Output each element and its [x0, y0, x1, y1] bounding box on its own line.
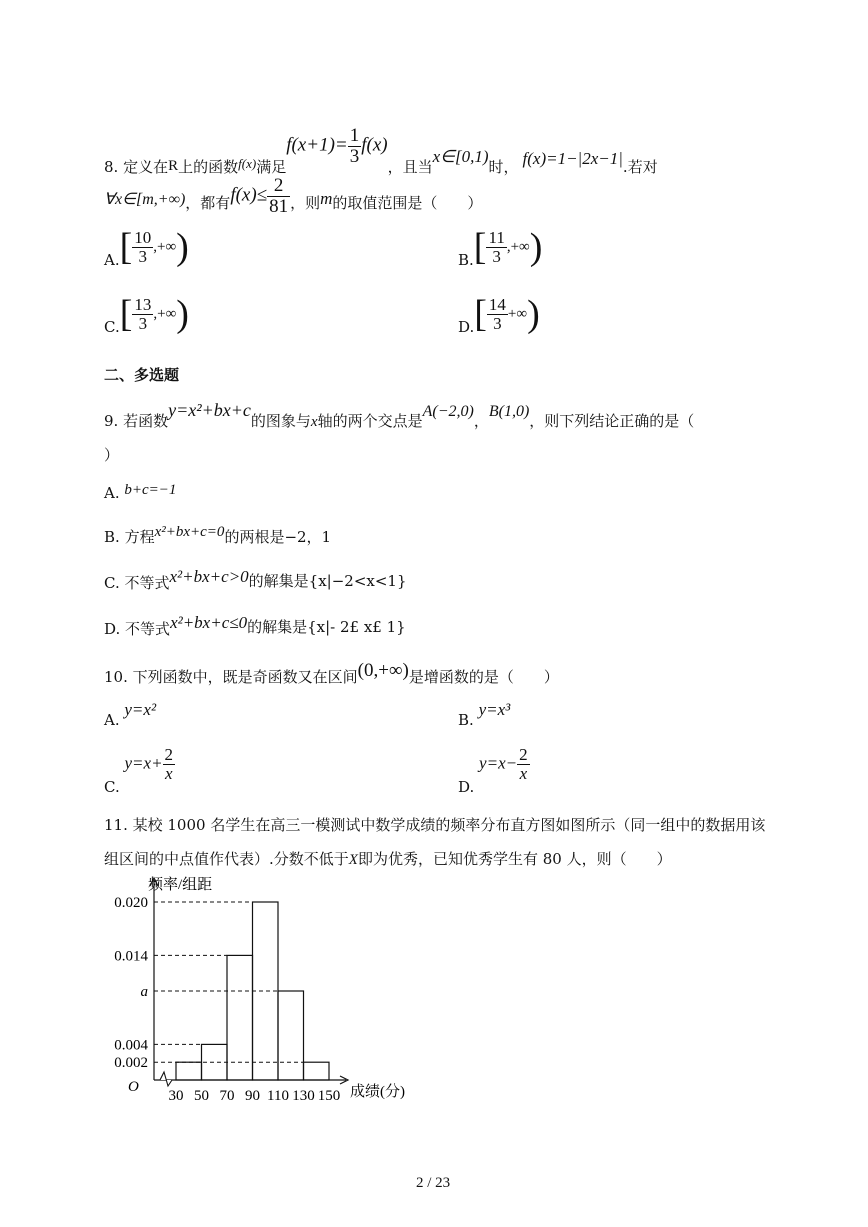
q8-line2: ∀x∈[m,+∞)，都有f(x)≤ $\frac{2}{81}$ ，则m的取值范围是（ ） [104, 175, 483, 217]
y-tick-label: a [140, 984, 148, 1000]
q8-ineq-fraction: $\frac{2}{81}$ [269, 175, 289, 217]
q9-line1-end: ） [104, 446, 120, 464]
q9-option-c: C. 不等式x²+bx+c>0的解集是{x|−2<x<1} [104, 567, 407, 592]
q11-line1: 11. 某校 1000 名学生在高三一模测试中数学成绩的频率分布直方图如图所示（同一组中的数据用该 [104, 816, 766, 834]
axis-break [160, 1072, 172, 1086]
x-tick-label: 70 [219, 1088, 235, 1104]
y-axis-label: 频率/组距 [148, 877, 213, 893]
q10-option-a: A. y=x² [104, 700, 157, 729]
q10-option-c: C. y=x+ $\frac{2}{x}$ [104, 745, 174, 797]
q8-option-a: A.[ $\frac{10}{3}$ ,+∞) [104, 226, 189, 269]
x-tick-label: 30 [168, 1088, 184, 1104]
q8-number: 8. [104, 158, 119, 177]
frequency-histogram [96, 872, 426, 1107]
origin-label: O [128, 1079, 139, 1095]
page-number: 2 / 23 [416, 1175, 451, 1191]
q10-stem: 10. 下列函数中，既是奇函数又在区间(0,+∞)是增函数的是（ ） [104, 660, 559, 686]
x-axis-label: 成绩(分) [350, 1084, 405, 1100]
q9-option-b: B. 方程x²+bx+c=0的两根是−2，1 [104, 524, 332, 546]
q8-option-b: B.[ $\frac{11}{3}$ ,+∞) [458, 226, 543, 269]
histogram-bar [227, 955, 253, 1080]
y-tick-label: 0.020 [114, 895, 148, 911]
q9-option-d: D. 不等式x²+bx+c≤0的解集是{x|- 2£ x£ 1} [104, 613, 406, 638]
y-tick-label: 0.014 [114, 948, 148, 965]
q9-line1: 9. 若函数y=x²+bx+c的图象与x轴的两个交点是A(−2,0)，B(1,0)，则下列结论正确的是（ [104, 400, 695, 430]
x-tick-label: 110 [267, 1088, 289, 1104]
histogram-bar [278, 991, 304, 1080]
y-tick-label: 0.004 [114, 1037, 148, 1054]
x-tick-label: 130 [292, 1088, 315, 1104]
y-tick-label: 0.002 [114, 1055, 148, 1072]
x-tick-label: 50 [194, 1088, 209, 1104]
histogram-bar [304, 1062, 330, 1080]
x-tick-label: 90 [245, 1088, 260, 1104]
q11-line2: 组区间的中点值作代表）.分数不低于X即为优秀，已知优秀学生有 80 人，则（ ） [104, 850, 672, 868]
q8-option-c: C.[ $\frac{13}{3}$ ,+∞) [104, 293, 189, 336]
histogram-bar [176, 1062, 202, 1080]
q8-eq-fraction: $\frac{1}{3}$ [349, 125, 360, 167]
x-tick-label: 150 [317, 1088, 341, 1104]
q9-option-a: A. b+c=−1 [104, 482, 177, 502]
q10-option-b: B. y=x³ [458, 700, 511, 729]
section-heading: 二、多选题 [104, 366, 180, 384]
q8-option-d: D.[ $\frac{14}{3}$ +∞) [458, 293, 540, 336]
q10-option-d: D. y=x− $\frac{2}{x}$ [458, 745, 528, 797]
q8-line1: 8. 定义在R上的函数f(x)满足f(x+1)= $\frac{1}{3}$ f(x)，且当x∈[0,1)时， f(x)=1−|2x−1|.若对 [104, 125, 658, 177]
